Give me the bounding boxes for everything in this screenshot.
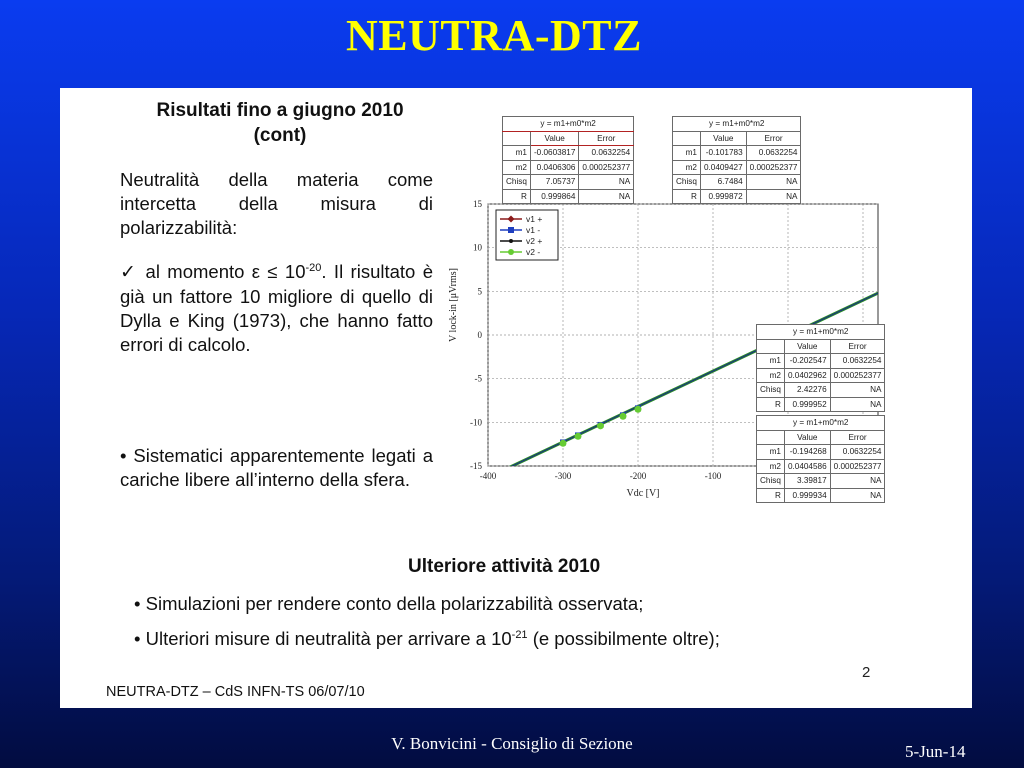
fit-table-param: Chisq	[757, 474, 785, 489]
fit-table-error: NA	[830, 488, 885, 503]
fit-table-value: 0.999872	[700, 189, 746, 204]
fit-table-row	[757, 459, 885, 474]
fit-table-param: m1	[503, 146, 531, 161]
x-tick-label: -100	[704, 471, 722, 481]
fit-table-row	[673, 160, 801, 175]
fit-table-param: m2	[673, 160, 701, 175]
fit-table-col-value: Value	[784, 430, 830, 445]
fit-table-param: Chisq	[503, 175, 531, 190]
fit-table-row	[673, 146, 801, 161]
page-number: 2	[862, 664, 871, 681]
legend-entry: v2 +	[526, 236, 543, 246]
paragraph-current-result	[120, 260, 433, 357]
data-point-v2-minus	[575, 433, 582, 440]
slide-image-panel	[60, 88, 972, 708]
legend-entry: v1 +	[526, 214, 543, 224]
fit-table-error: NA	[746, 175, 801, 190]
fit-table-value: 7.05737	[530, 175, 578, 190]
y-axis-label: V lock-in [μVrms]	[448, 267, 459, 343]
fit-table-error: NA	[579, 189, 634, 204]
data-point-v2-minus	[560, 440, 567, 447]
x-tick-label: -400	[479, 471, 497, 481]
y-tick-label: -15	[470, 461, 482, 471]
fit-table-row	[673, 189, 801, 204]
fit-table-param: R	[673, 189, 701, 204]
legend-marker	[508, 227, 514, 233]
y-tick-label: -10	[470, 417, 482, 428]
fit-table-error: 0.000252377	[830, 368, 885, 383]
fit-table-error: 0.000252377	[830, 459, 885, 474]
fit-table-value: 2.42276	[784, 383, 830, 398]
fit-table-row	[757, 474, 885, 489]
fit-table-row	[757, 397, 885, 412]
fit-table-param: m1	[757, 354, 785, 369]
fit-table-col-error: Error	[830, 430, 885, 445]
fit-table-error: 0.0632254	[830, 354, 885, 369]
slide-title: NEUTRA-DTZ	[346, 11, 642, 60]
legend-entry: v2 -	[526, 247, 541, 257]
fit-table-row	[503, 160, 634, 175]
fit-table-value: -0.202547	[784, 354, 830, 369]
fit-table-value: -0.101783	[700, 146, 746, 161]
fit-table-error: 0.0632254	[830, 445, 885, 460]
fit-table-param: R	[757, 397, 785, 412]
fit-table-error: 0.000252377	[746, 160, 801, 175]
data-point-v2-minus	[620, 413, 627, 420]
fit-table-value: -0.0603817	[530, 146, 578, 161]
fit-table-row	[503, 189, 634, 204]
fit-table-corner	[503, 131, 531, 146]
data-point-v2-minus	[635, 406, 642, 413]
fit-table-corner	[673, 131, 701, 146]
fit-table-value: 0.999952	[784, 397, 830, 412]
fit-table-value: 0.999864	[530, 189, 578, 204]
fit-table-param: Chisq	[757, 383, 785, 398]
section-title-line2: (cont)	[253, 125, 307, 146]
fit-table-param: m2	[503, 160, 531, 175]
fit-table-row	[757, 445, 885, 460]
fit-table-green-top	[672, 116, 801, 204]
fit-table-value: 6.7484	[700, 175, 746, 190]
fit-table-param: m1	[673, 146, 701, 161]
fit-table-formula: y = m1+m0*m2	[673, 117, 801, 132]
checkmark-icon: ✓	[120, 262, 139, 283]
fit-table-value: 0.999934	[784, 488, 830, 503]
fit-table-col-error: Error	[579, 131, 634, 146]
fit-table-col-error: Error	[830, 339, 885, 354]
fit-table-error: 0.0632254	[579, 146, 634, 161]
fit-table-col-error: Error	[746, 131, 801, 146]
section-title	[120, 98, 440, 148]
fit-table-error: NA	[746, 189, 801, 204]
bullet2-text-b: (e possibilmente oltre);	[527, 628, 720, 649]
fit-table-value: 3.39817	[784, 474, 830, 489]
fit-table-error: NA	[830, 474, 885, 489]
fit-table-value: -0.194268	[784, 445, 830, 460]
bullet2-text-a: • Ulteriori misure di neutralità per arrivare a 10	[134, 628, 512, 649]
panel-footer: NEUTRA-DTZ – CdS INFN-TS 06/07/10	[106, 684, 365, 700]
x-tick-label: -300	[554, 471, 572, 481]
fit-table-col-value: Value	[530, 131, 578, 146]
fit-table-row	[673, 175, 801, 190]
x-tick-label: -200	[629, 471, 647, 481]
section-title-line1: Risultati fino a giugno 2010	[156, 100, 404, 121]
fit-table-error: NA	[830, 397, 885, 412]
fit-table-formula: y = m1+m0*m2	[503, 117, 634, 132]
fit-table-param: m2	[757, 368, 785, 383]
y-tick-label: 0	[477, 330, 482, 340]
para2-text-a: al momento ε ≤ 10	[138, 261, 306, 282]
paragraph-systematics: • Sistematici apparentemente legati a cariche libere all’interno della sfera.	[120, 445, 433, 490]
further-activity-title: Ulteriore attività 2010	[408, 556, 601, 577]
fit-table-error: 0.000252377	[579, 160, 634, 175]
fit-table-green-bottom	[756, 415, 885, 503]
slide-credit: V. Bonvicini - Consiglio di Sezione	[391, 734, 633, 753]
fit-table-formula: y = m1+m0*m2	[757, 325, 885, 340]
legend-marker	[509, 239, 513, 243]
bullet-simulations: • Simulazioni per rendere conto della polarizzabilità osservata;	[134, 593, 644, 614]
legend-marker	[508, 249, 514, 255]
bullet-further-measurements	[134, 628, 720, 650]
fit-table-corner	[757, 430, 785, 445]
fit-table-error: NA	[579, 175, 634, 190]
fit-table-error: 0.0632254	[746, 146, 801, 161]
fit-table-param: R	[757, 488, 785, 503]
fit-table-row	[757, 354, 885, 369]
x-axis-label: Vdc [V]	[626, 488, 660, 499]
fit-table-formula: y = m1+m0*m2	[757, 416, 885, 431]
y-tick-label: 5	[477, 286, 482, 297]
fit-table-row	[503, 146, 634, 161]
fit-table-param: m1	[757, 445, 785, 460]
fit-table-value: 0.0404586	[784, 459, 830, 474]
bullet2-exponent: -21	[511, 629, 528, 641]
y-tick-label: -5	[474, 373, 482, 384]
fit-table-value: 0.0402962	[784, 368, 830, 383]
para2-exponent: -20	[305, 262, 322, 274]
fit-table-row	[503, 175, 634, 190]
data-point-v2-minus	[597, 422, 604, 429]
fit-table-col-value: Value	[700, 131, 746, 146]
fit-table-param: R	[503, 189, 531, 204]
fit-table-blue	[756, 324, 885, 412]
fit-table-red	[502, 116, 634, 204]
slide-date: 5-Jun-14	[905, 742, 966, 761]
fit-table-corner	[757, 339, 785, 354]
fit-table-param: Chisq	[673, 175, 701, 190]
fit-table-value: 0.0409427	[700, 160, 746, 175]
fit-table-error: NA	[830, 383, 885, 398]
fit-table-row	[757, 488, 885, 503]
fit-table-col-value: Value	[784, 339, 830, 354]
fit-table-row	[757, 383, 885, 398]
y-tick-label: 15	[473, 200, 482, 209]
paragraph-neutrality: Neutralità della materia come intercetta della misura di polarizzabilità:	[120, 169, 433, 238]
y-tick-label: 10	[473, 242, 482, 253]
legend-entry: v1 -	[526, 225, 541, 235]
fit-table-row	[757, 368, 885, 383]
fit-table-value: 0.0406306	[530, 160, 578, 175]
fit-table-param: m2	[757, 459, 785, 474]
para2-text-b: . Il risultato è già un fattore 10 migliore di quello di Dylla e King (1973), che hanno fatto errori di calcolo.	[120, 261, 433, 355]
